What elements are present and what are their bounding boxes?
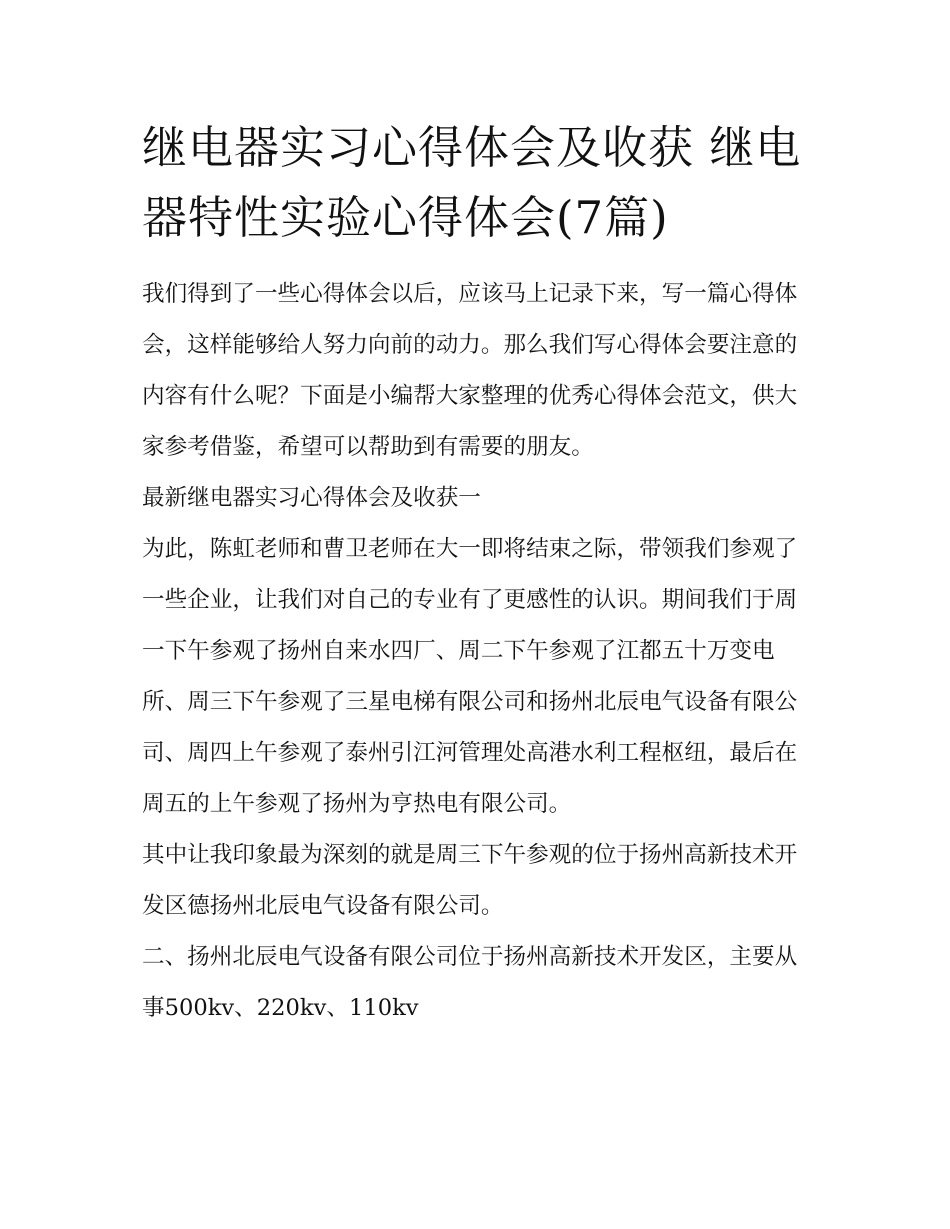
- document-title: 继电器实习心得体会及收获 继电器特性实验心得体会(7篇): [142, 121, 802, 244]
- section-heading: 最新继电器实习心得体会及收获一: [142, 485, 481, 511]
- body-paragraph: 二、扬州北辰电气设备有限公司位于扬州高新技术开发区，主要从事500kv、220kv、110kv: [142, 944, 798, 1021]
- document-body: [142, 269, 814, 1034]
- body-paragraph: 其中让我印象最为深刻的就是周三下午参观的位于扬州高新技术开发区德扬州北辰电气设备有限公司。: [142, 842, 798, 919]
- document-page: [142, 113, 814, 1034]
- body-paragraph: 为此，陈虹老师和曹卫老师在大一即将结束之际，带领我们参观了一些企业，让我们对自己的专业有了更感性的认识。期间我们于周一下午参观了扬州自来水四厂、周二下午参观了江都五十万变电所、周三下午参观了三星电梯有限公司和扬州北辰电气设备有限公司、周四上午参观了泰州引江河管理处高港水利工程枢纽，最后在周五的上午参观了扬州为亨热电有限公司。: [142, 536, 798, 817]
- intro-paragraph: 我们得到了一些心得体会以后，应该马上记录下来，写一篇心得体会，这样能够给人努力向前的动力。那么我们写心得体会要注意的内容有什么呢？下面是小编帮大家整理的优秀心得体会范文，供大家参考借鉴，希望可以帮助到有需要的朋友。: [142, 281, 798, 460]
